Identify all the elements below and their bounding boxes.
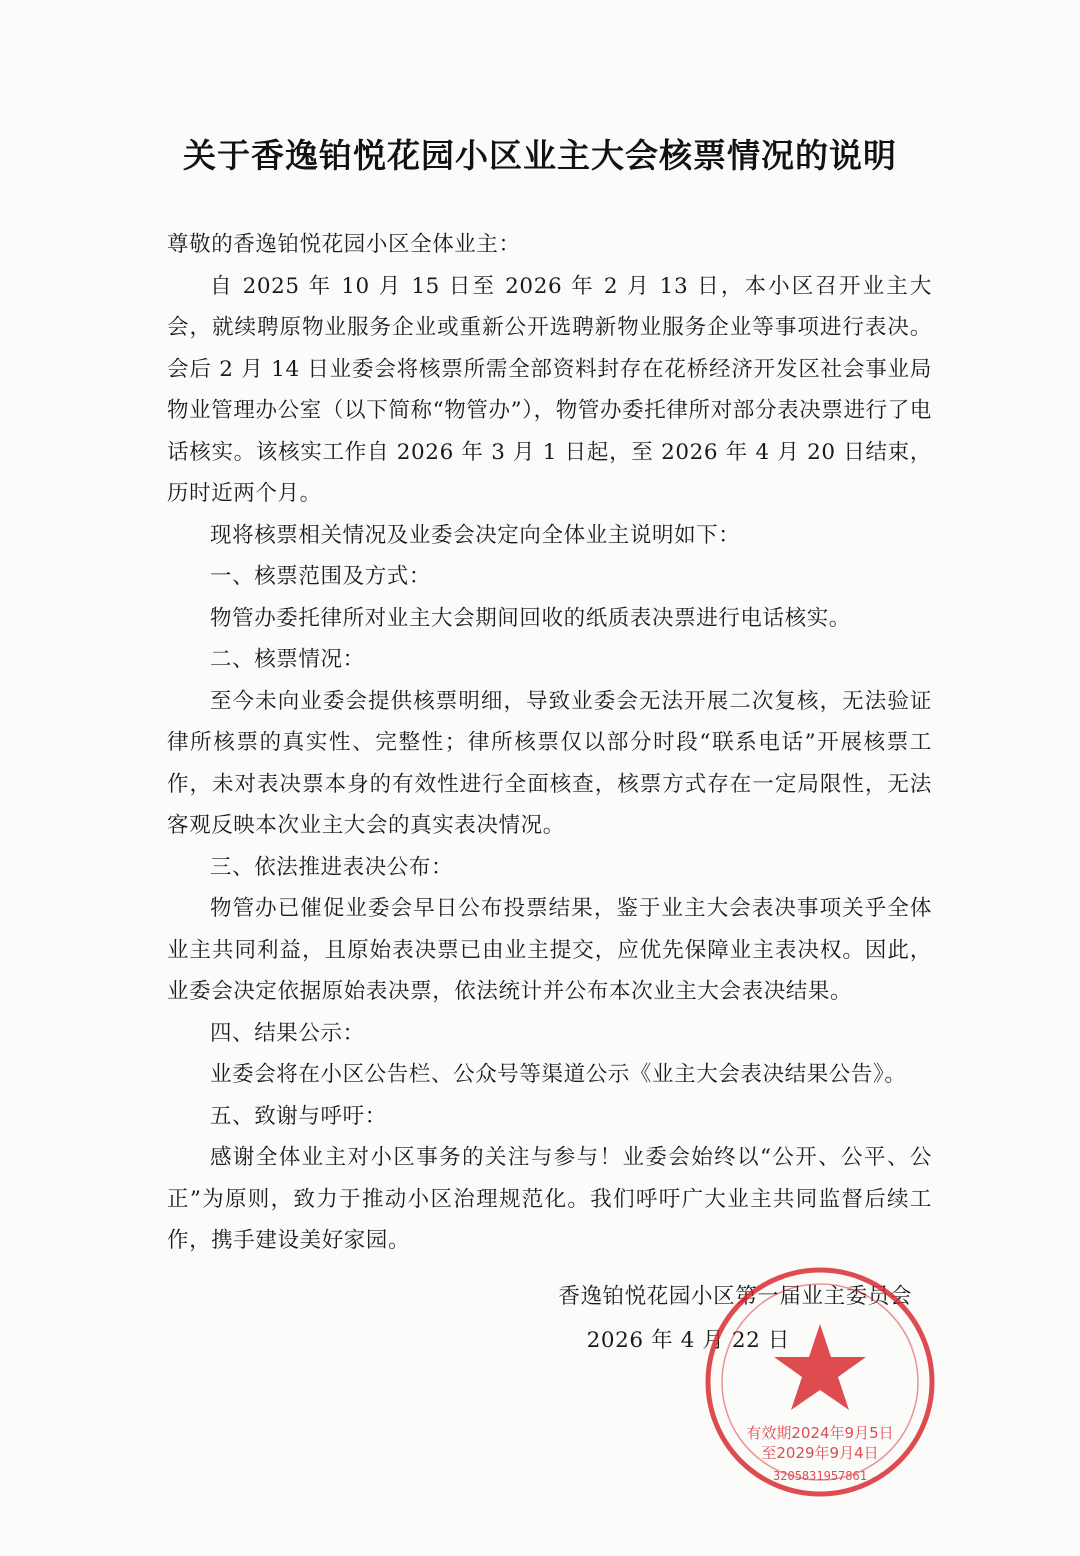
section-text: 物管办委托律所对业主大会期间回收的纸质表决票进行电话核实。 — [210, 605, 851, 631]
seal-validity-line2: 至2029年9月4日 — [761, 1444, 879, 1462]
signature-date: 2026 年 4 月 22 日 — [586, 1328, 790, 1353]
signature-organization: 香逸铂悦花园小区第一届业主委员会 — [558, 1284, 912, 1309]
intro-paragraph: 自 2025 年 10 月 15 日至 2026 年 2 月 13 日，本小区召开业主大会，就续聘原物业服务企业或重新公开选聘新物业服务企业等事项进行表决。会后 2 月 14 日业委会将核票所需全部资料封存在花桥经济开发区社会事业局物业管理办公室（以下简称“物管办”），物管办委托律所对部分表决票进行了电话核实。该核实工作自 2026 年 3 月 1 日起，至 2026 年 4 月 20 日结束，历时近两个月。 — [167, 273, 932, 506]
star-icon — [774, 1324, 866, 1410]
section-text: 业委会将在小区公告栏、公众号等渠道公示《业主大会表决结果公告》。 — [210, 1062, 907, 1087]
seal-validity-line1: 有效期2024年9月5日 — [746, 1424, 894, 1442]
section-heading: 三、依法推进表决公布： — [210, 854, 454, 880]
section-text: 至今未向业委会提供核票明细，导致业委会无法开展二次复核，无法验证律所核票的真实性、完整性；律所核票仅以部分时段“联系电话”开展核票工作，未对表决票本身的有效性进行全面核查，核票方式存在一定局限性，无法客观反映本次业主大会的真实表决情况。 — [167, 688, 932, 838]
intro-summary: 现将核票相关情况及业委会决定向全体业主说明如下： — [210, 522, 741, 548]
section-heading: 二、核票情况： — [210, 647, 365, 672]
section-heading: 一、核票范围及方式： — [210, 564, 432, 589]
section-text: 感谢全体业主对小区事务的关注与参与！业委会始终以“公开、公平、公正”为原则，致力于推动小区治理规范化。我们呼吁广大业主共同监督后续工作，携手建设美好家园。 — [167, 1145, 932, 1253]
section-text: 物管办已催促业委会早日公布投票结果，鉴于业主大会表决事项关乎全体业主共同利益，且原始表决票已由业主提交，应优先保障业主表决权。因此，业委会决定依据原始表决票，依法统计并公布本次业主大会表决结果。 — [167, 896, 932, 1004]
seal-number: 3205831957861 — [773, 1469, 867, 1483]
section-heading: 五、致谢与呼吁： — [210, 1103, 387, 1129]
document-body — [167, 224, 932, 1262]
document-title: 关于香逸铂悦花园小区业主大会核票情况的说明 — [183, 136, 897, 175]
salutation: 尊敬的香逸铂悦花园小区全体业主： — [167, 232, 521, 257]
official-seal — [700, 1262, 940, 1502]
section-heading: 四、结果公示： — [210, 1020, 365, 1046]
